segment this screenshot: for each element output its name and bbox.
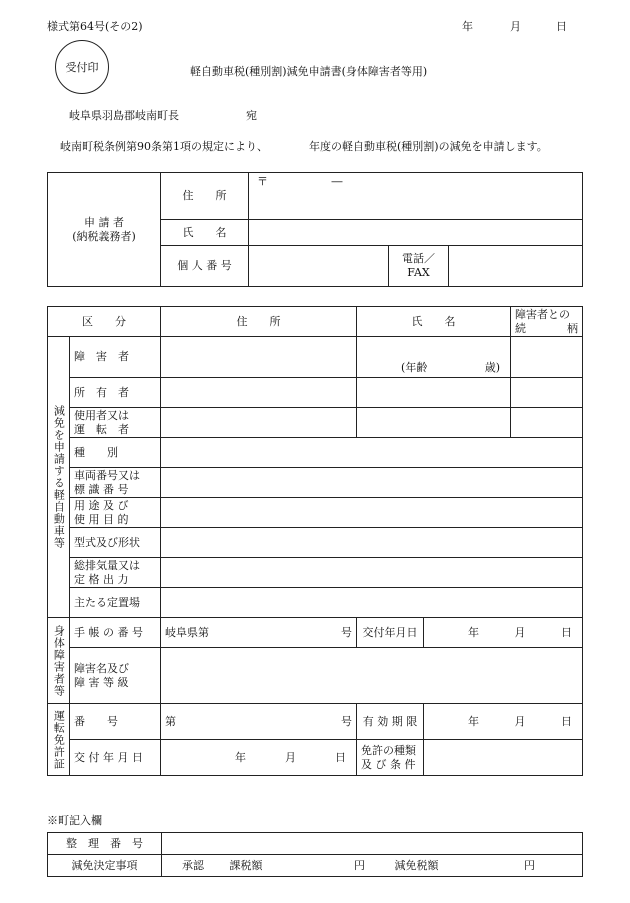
vehicle-section-label: 減免を申請する軽自動車等 — [48, 337, 70, 618]
postal-dash: ― — [331, 175, 343, 188]
header-name: 氏 名 — [357, 307, 511, 337]
postal-mark: 〒 — [257, 175, 268, 188]
owner-relation[interactable] — [511, 378, 583, 408]
license-issue-field[interactable]: 年 月 日 — [161, 740, 357, 776]
license-type-field[interactable] — [424, 740, 583, 776]
reception-stamp-label: 受付印 — [65, 61, 99, 74]
decision-label: 減免決定事項 — [48, 855, 162, 877]
address-field[interactable] — [249, 173, 583, 220]
intro-suffix: 年度の軽自動車税(種別割)の減免を申請します。 — [309, 140, 548, 153]
header-relation: 障害者との 続 柄 — [511, 307, 583, 337]
license-section-label: 運転免許証 — [48, 704, 70, 776]
applicant-section-label: 申 請 者 (納税義務者) — [48, 173, 161, 287]
main-table — [47, 306, 583, 776]
user-name[interactable] — [357, 408, 511, 438]
disabled-person-relation[interactable] — [511, 337, 583, 378]
form-number: 様式第64号(その2) — [47, 20, 143, 33]
decision-field[interactable]: 承認 課税額 円 減免税額 円 — [162, 855, 583, 877]
honorific: 宛 — [246, 109, 257, 122]
phone-label: 電話／FAX — [389, 246, 449, 287]
header-day: 日 — [556, 20, 567, 33]
header-year: 年 — [462, 20, 473, 33]
disabled-person-label: 障 害 者 — [70, 337, 161, 378]
vehicle-type-label: 種 別 — [70, 438, 161, 468]
disability-name-field[interactable] — [161, 648, 583, 704]
town-use-label: ※町記入欄 — [47, 814, 102, 827]
document-title: 軽自動車税(種別割)減免申請書(身体障害者等用) — [190, 65, 428, 78]
displacement-label: 総排気量又は 定 格 出 力 — [70, 558, 161, 588]
reception-stamp — [55, 40, 109, 94]
issue-date-field[interactable]: 年 月 日 — [424, 618, 583, 648]
reference-number-label: 整 理 番 号 — [48, 833, 162, 855]
address-label: 住 所 — [161, 173, 249, 220]
expiry-label: 有 効 期 限 — [357, 704, 424, 740]
owner-label: 所 有 者 — [70, 378, 161, 408]
handbook-field[interactable]: 岐阜県第 号 — [161, 618, 357, 648]
disabled-person-name[interactable] — [357, 337, 511, 378]
purpose-field[interactable] — [161, 498, 583, 528]
owner-name[interactable] — [357, 378, 511, 408]
phone-field[interactable] — [449, 246, 583, 287]
addressee: 岐阜県羽島郡岐南町長 — [69, 109, 179, 122]
age-close: 歳) — [484, 361, 501, 375]
reference-number-field[interactable] — [162, 833, 583, 855]
expiry-field[interactable]: 年 月 日 — [424, 704, 583, 740]
header-category: 区 分 — [48, 307, 161, 337]
issue-date-label: 交付年月日 — [357, 618, 424, 648]
name-field[interactable] — [249, 220, 583, 246]
mynumber-field[interactable] — [249, 246, 389, 287]
license-number-label: 番 号 — [70, 704, 161, 740]
license-issue-label: 交 付 年 月 日 — [70, 740, 161, 776]
intro-prefix: 岐南町税条例第90条第1項の規定により、 — [60, 140, 268, 153]
name-label: 氏 名 — [161, 220, 249, 246]
license-type-label: 免許の種類 及 び 条 件 — [357, 740, 424, 776]
mynumber-label: 個 人 番 号 — [161, 246, 249, 287]
handbook-label: 手 帳 の 番 号 — [70, 618, 161, 648]
purpose-label: 用 途 及 び 使 用 目 的 — [70, 498, 161, 528]
user-address[interactable] — [161, 408, 357, 438]
user-relation[interactable] — [511, 408, 583, 438]
model-label: 型式及び形状 — [70, 528, 161, 558]
owner-address[interactable] — [161, 378, 357, 408]
header-address: 住 所 — [161, 307, 357, 337]
age-open: (年齢 — [401, 361, 428, 375]
model-field[interactable] — [161, 528, 583, 558]
disability-section-label: 身体障害者等 — [48, 618, 70, 704]
user-label: 使用者又は 運 転 者 — [70, 408, 161, 438]
header-month: 月 — [510, 20, 521, 33]
displacement-field[interactable] — [161, 558, 583, 588]
parking-field[interactable] — [161, 588, 583, 618]
applicant-table — [47, 172, 583, 287]
vehicle-number-field[interactable] — [161, 468, 583, 498]
vehicle-number-label: 車両番号又は 標 識 番 号 — [70, 468, 161, 498]
license-number-field[interactable]: 第 号 — [161, 704, 357, 740]
parking-label: 主たる定置場 — [70, 588, 161, 618]
vehicle-type-field[interactable] — [161, 438, 583, 468]
disabled-person-address[interactable] — [161, 337, 357, 378]
disability-name-label: 障害名及び 障 害 等 級 — [70, 648, 161, 704]
town-use-table — [47, 832, 583, 877]
